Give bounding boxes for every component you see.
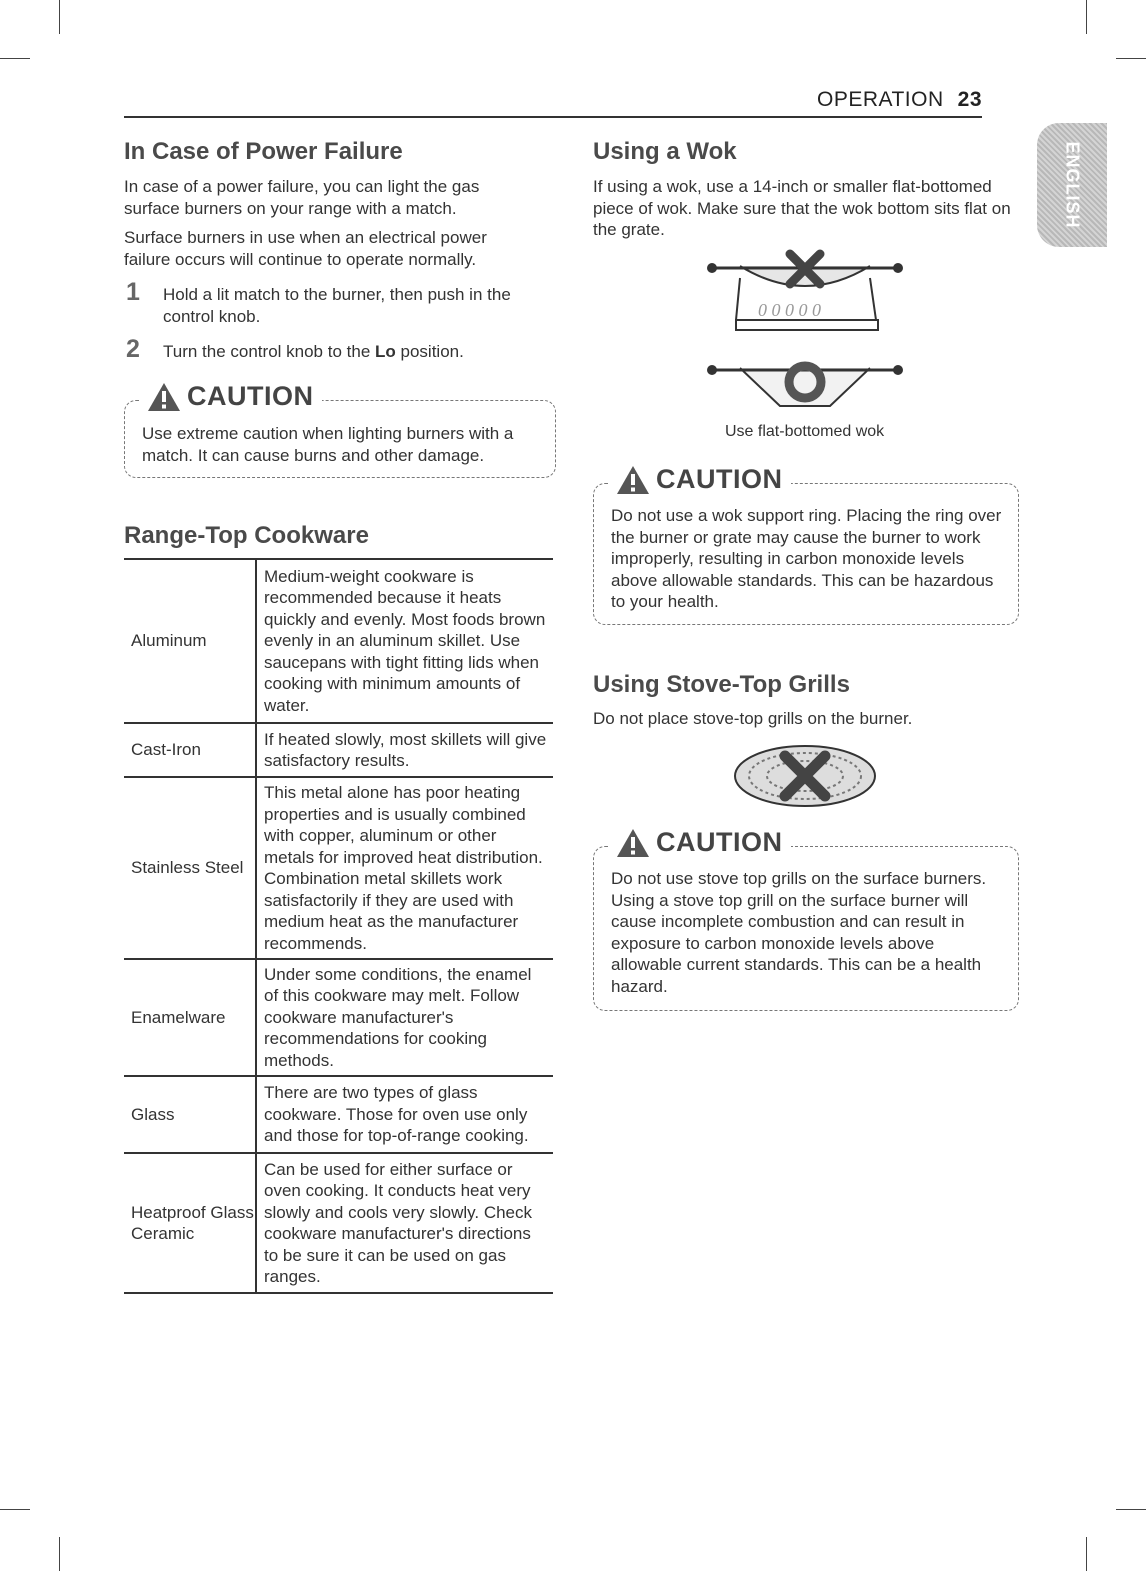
step-number: 1 [126, 278, 140, 306]
description-cell: Medium-weight cookware is recommended because it heats quickly and evenly. Most foods brown evenly in an aluminum skillet. Use saucepans with tight fitting lids when cooking with minimum amounts of water. [256, 559, 553, 723]
step-text: Turn the control knob to the Lo position. [163, 342, 464, 361]
caution-text: Do not use stove top grills on the surface burners. Using a stove top grill on the surface burner will cause incomplete combustion and can result in exposure to carbon monoxide levels above allowable current standards. This can be a health hazard. [611, 869, 987, 996]
material-cell: Glass [124, 1076, 256, 1153]
svg-text:0 0 0 0 0: 0 0 0 0 0 [758, 300, 821, 320]
flat-bottom-wok-icon [707, 365, 903, 406]
power-failure-para2: Surface burners in use when an electrical power failure occurs will continue to operate normally. [124, 228, 487, 269]
description-cell: If heated slowly, most skillets will give satisfactory results. [256, 723, 553, 777]
caution-text: Use extreme caution when lighting burners with a match. It can cause burns and other damage. [142, 424, 514, 465]
caution-label: CAUTION [656, 827, 783, 857]
caution-box [124, 381, 556, 478]
crop-mark [59, 1537, 60, 1571]
caution-header [608, 827, 791, 858]
crop-mark [1116, 1509, 1146, 1510]
wok-caption: Use flat-bottomed wok [725, 423, 885, 440]
table-row [124, 1153, 553, 1293]
step-number: 2 [126, 335, 140, 363]
step-2 [126, 335, 556, 365]
stove-top-grill-icon [735, 746, 875, 806]
cookware-table [124, 558, 553, 1294]
table-row [124, 959, 553, 1076]
description-cell: There are two types of glass cookware. Those for oven use only and those for top-of-range cooking. [256, 1076, 553, 1153]
crop-mark [1086, 0, 1087, 34]
step-text: Hold a lit match to the burner, then push in the control knob. [163, 285, 511, 326]
description-cell: Under some conditions, the enamel of this cookware may melt. Follow cookware manufacturer's recommendations for cooking methods. [256, 959, 553, 1076]
language-tab-label: ENGLISH [1062, 141, 1083, 229]
description-cell: This metal alone has poor heating properties and is usually combined with copper, aluminum or other metals for improved heat distribution. Combination metal skillets work satisfactorily if they are used with medium heat as the manufacturer recommends. [256, 777, 553, 959]
material-cell: Heatproof Glass Ceramic [124, 1153, 256, 1293]
table-row [124, 723, 553, 777]
caution-header [608, 464, 791, 495]
caution-box [593, 827, 1019, 1011]
material-cell: Cast-Iron [124, 723, 256, 777]
header-rule [124, 116, 982, 118]
wok-illustration [700, 246, 910, 426]
crop-mark [59, 0, 60, 34]
material-cell: Stainless Steel [124, 777, 256, 959]
warning-icon [616, 828, 650, 858]
material-cell: Aluminum [124, 559, 256, 723]
caution-header [139, 381, 322, 412]
table-row [124, 1076, 553, 1153]
crop-mark [1086, 1537, 1087, 1571]
grills-text: Do not place stove-top grills on the burner. [593, 709, 913, 728]
section-name: OPERATION [817, 88, 944, 111]
power-failure-para1: In case of a power failure, you can light the gas surface burners on your range with a match. [124, 177, 480, 218]
grills-title: Using Stove-Top Grills [593, 671, 850, 698]
page-number: 23 [957, 88, 982, 111]
lo-setting: Lo [375, 342, 396, 361]
warning-icon [147, 382, 181, 412]
grill-illustration [730, 736, 880, 814]
crop-mark [1116, 58, 1146, 59]
caution-label: CAUTION [187, 381, 314, 411]
warning-icon [616, 465, 650, 495]
round-bottom-wok-icon [707, 254, 903, 330]
caution-label: CAUTION [656, 464, 783, 494]
description-cell: Can be used for either surface or oven cooking. It conducts heat very slowly and cools very slowly. Check cookware manufacturer's directions to be sure it can be used on gas ranges. [256, 1153, 553, 1293]
cookware-title: Range-Top Cookware [124, 522, 369, 549]
crop-mark [0, 58, 30, 59]
caution-box [593, 464, 1019, 625]
power-failure-title: In Case of Power Failure [124, 138, 403, 165]
material-cell: Enamelware [124, 959, 256, 1076]
table-row [124, 559, 553, 723]
caution-text: Do not use a wok support ring. Placing the ring over the burner or grate may cause the burner to work improperly, resulting in carbon monoxide levels above allowable standards. This can be hazardous to your health. [611, 506, 1002, 611]
table-row [124, 777, 553, 959]
language-tab [1037, 123, 1107, 247]
wok-text: If using a wok, use a 14-inch or smaller flat-bottomed piece of wok. Make sure that the wok bottom sits flat on the grate. [593, 177, 1011, 239]
wok-title: Using a Wok [593, 138, 737, 165]
running-header [817, 88, 982, 112]
step-1 [126, 278, 556, 328]
crop-mark [0, 1509, 30, 1510]
